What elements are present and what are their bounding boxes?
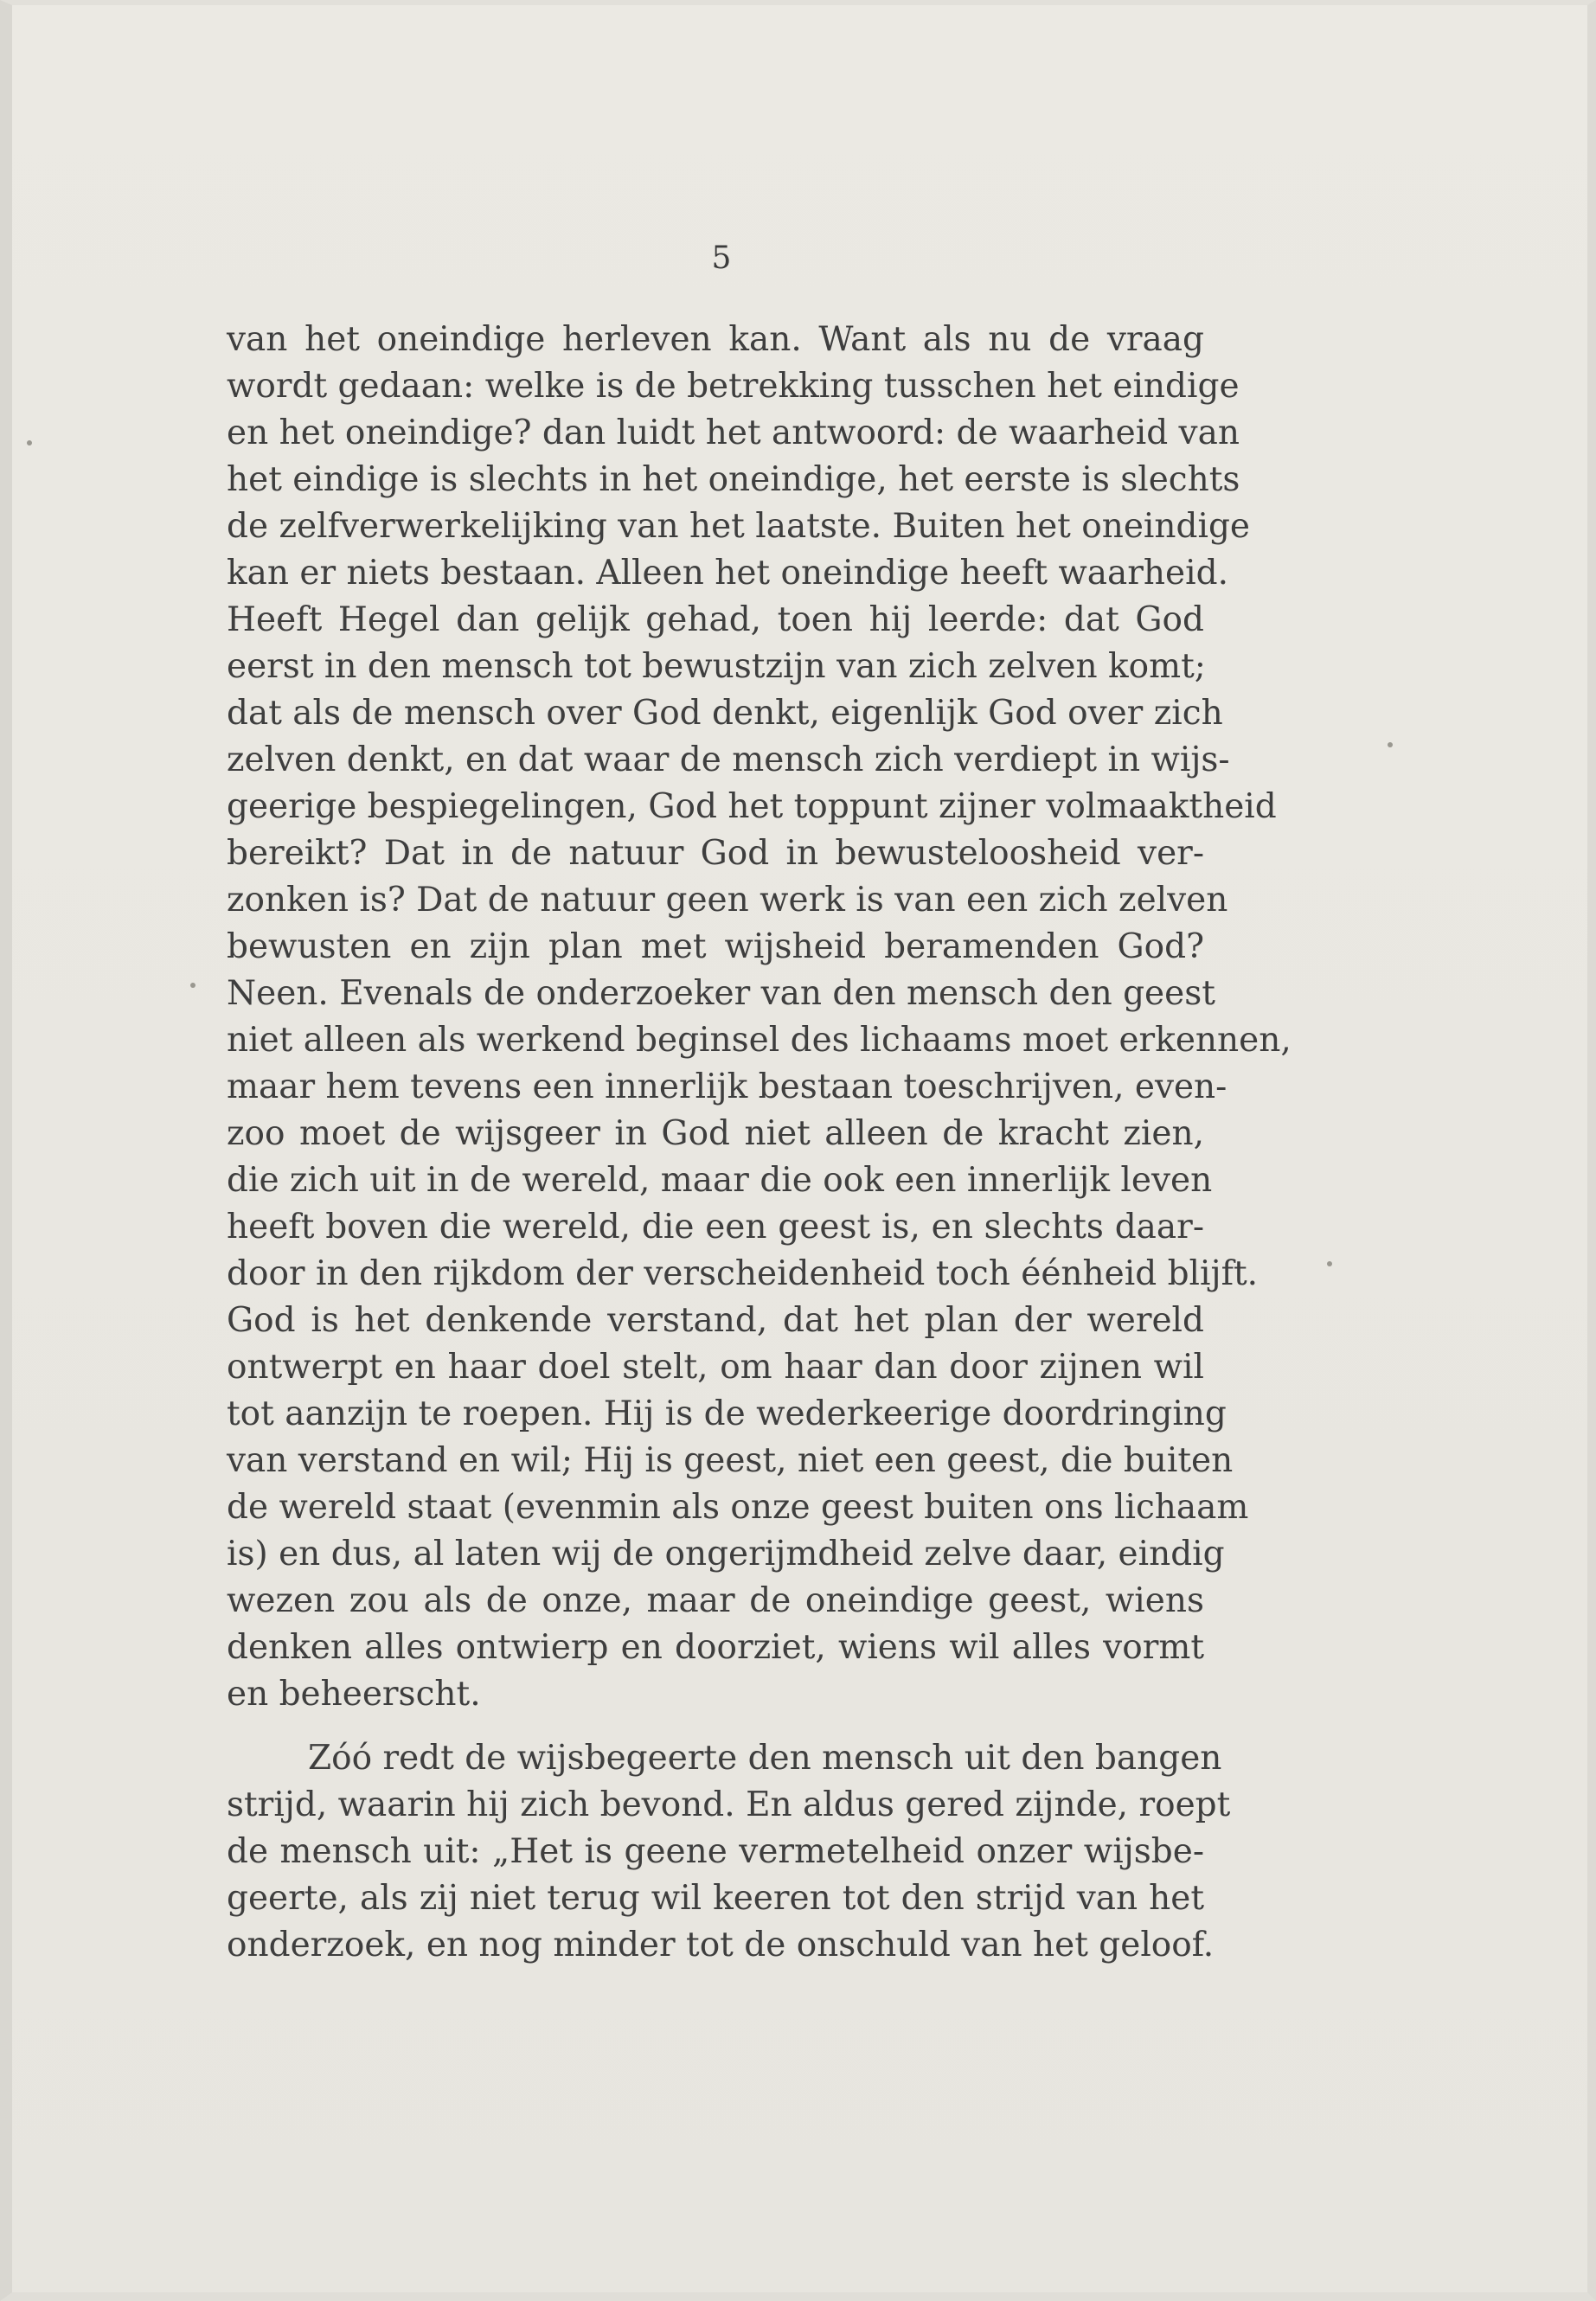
paper-speck xyxy=(1327,1261,1332,1266)
text-line: geerige bespiegelingen, God het toppunt zijner volmaaktheid xyxy=(227,787,1277,826)
paragraph-1 xyxy=(227,317,1292,1718)
text-line: heeft boven die wereld, die een geest is, en slechts daar- xyxy=(227,1208,1204,1247)
paragraph-2 xyxy=(227,1735,1231,1969)
text-line: onderzoek, en nog minder tot de onschuld van het geloof. xyxy=(227,1926,1215,1965)
text-line: zelven denkt, en dat waar de mensch zich verdiept in wijs- xyxy=(227,740,1230,779)
text-line: tot aanzijn te roepen. Hij is de wederkeerige doordringing xyxy=(227,1394,1227,1433)
page-number: 5 xyxy=(711,240,732,276)
text-line: bereikt? Dat in de natuur God in bewusteloosheid ver- xyxy=(227,834,1204,873)
text-line: niet alleen als werkend beginsel des lichaams moet erkennen, xyxy=(227,1021,1292,1060)
text-line: de mensch uit: „Het is geene vermetelheid onzer wijsbe- xyxy=(227,1832,1204,1871)
text-line: die zich uit in de wereld, maar die ook een innerlijk leven xyxy=(227,1161,1213,1200)
text-line: zonken is? Dat de natuur geen werk is van een zich zelven xyxy=(227,881,1228,920)
text-line: God is het denkende verstand, dat het plan der wereld xyxy=(227,1301,1204,1340)
text-line: Heeft Hegel dan gelijk gehad, toen hij leerde: dat God xyxy=(227,600,1204,639)
text-line: en het oneindige? dan luidt het antwoord: de waarheid van xyxy=(227,413,1240,452)
text-line: wordt gedaan: welke is de betrekking tusschen het eindige xyxy=(227,367,1240,406)
text-line: Neen. Evenals de onderzoeker van den mensch den geest xyxy=(227,974,1215,1013)
text-line: van het oneindige herleven kan. Want als nu de vraag xyxy=(227,320,1204,359)
text-line: dat als de mensch over God denkt, eigenlijk God over zich xyxy=(227,694,1223,733)
text-line: de wereld staat (evenmin als onze geest buiten ons lichaam xyxy=(227,1488,1249,1527)
text-line: ontwerpt en haar doel stelt, om haar dan door zijnen wil xyxy=(227,1348,1204,1387)
paper-speck xyxy=(1388,742,1393,747)
text-line: denken alles ontwierp en doorziet, wiens wil alles vormt xyxy=(227,1628,1204,1667)
text-line: bewusten en zijn plan met wijsheid beramenden God? xyxy=(227,927,1204,966)
paragraph-gap xyxy=(227,1718,1204,1735)
text-line: en beheerscht. xyxy=(227,1675,481,1714)
text-line: zoo moet de wijsgeer in God niet alleen de kracht zien, xyxy=(227,1114,1204,1153)
text-line: kan er niets bestaan. Alleen het oneindige heeft waarheid. xyxy=(227,554,1228,593)
text-line: maar hem tevens een innerlijk bestaan toeschrijven, even- xyxy=(227,1067,1227,1106)
text-line: het eindige is slechts in het oneindige, het eerste is slechts xyxy=(227,460,1240,499)
text-line: Zóó redt de wijsbegeerte den mensch uit den bangen xyxy=(308,1739,1222,1778)
text-line: eerst in den mensch tot bewustzijn van zich zelven komt; xyxy=(227,647,1206,686)
body-text xyxy=(227,317,1292,1969)
text-line: strijd, waarin hij zich bevond. En aldus gered zijnde, roept xyxy=(227,1785,1231,1824)
text-line: is) en dus, al laten wij de ongerijmdheid zelve daar, eindig xyxy=(227,1535,1225,1574)
text-line: wezen zou als de onze, maar de oneindige geest, wiens xyxy=(227,1581,1204,1620)
paper-speck xyxy=(190,983,195,988)
text-line: geerte, als zij niet terug wil keeren tot den strijd van het xyxy=(227,1879,1204,1918)
paper-speck xyxy=(27,440,32,445)
text-line: door in den rijkdom der verscheidenheid toch éénheid blijft. xyxy=(227,1254,1259,1293)
text-line: van verstand en wil; Hij is geest, niet een geest, die buiten xyxy=(227,1441,1234,1480)
text-line: de zelfverwerkelijking van het laatste. Buiten het oneindige xyxy=(227,507,1250,546)
